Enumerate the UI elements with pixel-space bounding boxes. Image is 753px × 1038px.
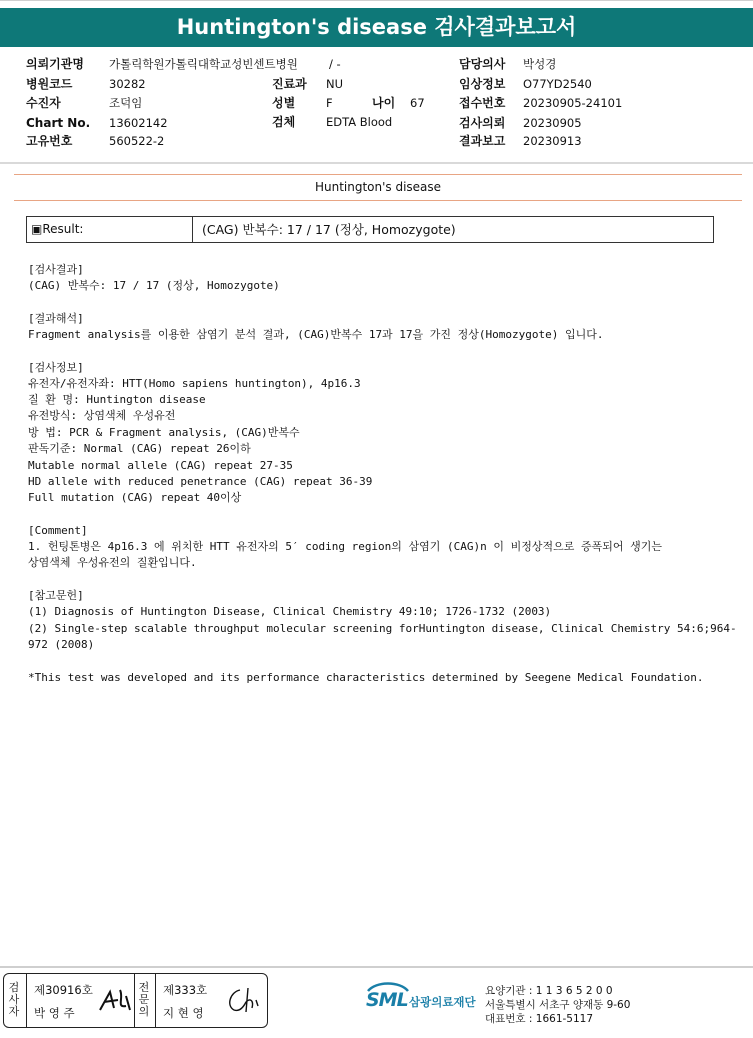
result-value: (CAG) 반복수: 17 / 17 (정상, Homozygote) — [202, 222, 456, 237]
header-label-specimen: 검체 — [272, 115, 296, 129]
signature-divider — [134, 974, 135, 1027]
header-label-sex: 성별 — [272, 96, 296, 110]
logo-mark: SML — [366, 989, 408, 1011]
header-label-requesting-institution: 의뢰기관명 — [26, 57, 84, 71]
header-label-chart-no: Chart No. — [26, 116, 91, 130]
report-line: 판독기준: Normal (CAG) repeat 26이하 — [28, 442, 251, 455]
header-value-patient: 조덕임 — [109, 96, 143, 110]
header-value-specimen: EDTA Blood — [326, 115, 393, 129]
header-value-doctor: 박성경 — [523, 57, 557, 71]
header-value-accession-no: 20230905-24101 — [523, 96, 623, 110]
report-line: 유전자/유전자좌: HTT(Homo sapiens huntington), 4p16.3 — [28, 377, 361, 390]
specialist-license-no: 제333호 — [163, 983, 208, 997]
section-divider-top — [14, 174, 742, 175]
footer-divider — [0, 966, 753, 968]
header-label-report-date: 결과보고 — [459, 134, 506, 148]
section-title: Huntington's disease — [314, 180, 442, 194]
header-label-clinical-info: 임상정보 — [459, 77, 506, 91]
header-label-accession-no: 접수번호 — [459, 96, 506, 110]
examiner-license-no: 제30916호 — [34, 983, 93, 997]
header-value-age: 67 — [410, 96, 425, 110]
header-label-hospital-code: 병원코드 — [26, 77, 73, 91]
report-line: Mutable normal allele (CAG) repeat 27-35 — [28, 459, 293, 472]
logo-text: 삼광의료재단 — [409, 995, 476, 1009]
report-line: 972 (2008) — [28, 638, 95, 651]
header-value-request-date: 20230905 — [523, 116, 582, 130]
header-value-clinical-info: O77YD2540 — [523, 77, 592, 91]
signature-box — [3, 973, 268, 1028]
header-label-request-date: 검사의뢰 — [459, 116, 506, 130]
header-value-chart-no: 13602142 — [109, 116, 168, 130]
header-value-ward: / - — [329, 57, 341, 71]
header-label-department: 진료과 — [272, 77, 307, 91]
report-line: [참고문헌] — [28, 589, 84, 602]
report-line: Full mutation (CAG) repeat 40이상 — [28, 491, 242, 504]
header-label-patient: 수진자 — [26, 96, 61, 110]
report-line: Fragment analysis를 이용한 삼염기 분석 결과, (CAG)반복수 17과 17을 가진 정상(Homozygote) 입니다. — [28, 328, 604, 341]
report-line: (CAG) 반복수: 17 / 17 (정상, Homozygote) — [28, 279, 280, 292]
report-line: 1. 헌팅톤병은 4p16.3 에 위치한 HTT 유전자의 5′ coding region의 삼염기 (CAG)n 이 비정상적으로 증폭되어 생기는 — [28, 540, 663, 553]
header-value-report-date: 20230913 — [523, 134, 582, 148]
header-label-doctor: 담당의사 — [459, 57, 506, 71]
report-line: 질 환 명: Huntington disease — [28, 393, 206, 406]
report-line: [Comment] — [28, 524, 88, 537]
header-label-age: 나이 — [372, 96, 396, 110]
report-line: [검사정보] — [28, 361, 84, 374]
header-value-hospital-code: 30282 — [109, 77, 146, 91]
footer-institution-code: 요양기관 : 1 1 3 6 5 2 0 0 — [485, 985, 613, 997]
report-line: *This test was developed and its performance characteristics determined by Seegene Medical Foundation. — [28, 671, 704, 684]
report-line: HD allele with reduced penetrance (CAG) repeat 36-39 — [28, 475, 373, 488]
signature-divider — [26, 974, 27, 1027]
result-box — [26, 216, 714, 243]
footer-phone: 대표번호 : 1661-5117 — [485, 1013, 594, 1025]
header-divider — [0, 162, 753, 164]
report-line: 상염색체 우성유전의 질환입니다. — [28, 556, 197, 569]
specialist-name: 지 현 영 — [163, 1006, 204, 1020]
specialist-signature — [224, 984, 264, 1018]
header-label-unique-id: 고유번호 — [26, 134, 73, 148]
report-line: 유전방식: 상염색체 우성유전 — [28, 409, 176, 422]
signature-divider — [155, 974, 156, 1027]
report-line: 방 법: PCR & Fragment analysis, (CAG)반복수 — [28, 426, 300, 439]
footer-address: 서울특별시 서초구 양재동 9-60 — [485, 999, 631, 1011]
examiner-signature — [96, 986, 134, 1016]
header-value-unique-id: 560522-2 — [109, 134, 165, 148]
specialist-label: 전문의 — [138, 981, 150, 1018]
header-value-requesting-institution: 가톨릭학원가톨릭대학교성빈센트병원 — [109, 57, 298, 71]
report-line: (1) Diagnosis of Huntington Disease, Clinical Chemistry 49:10; 1726-1732 (2003) — [28, 605, 552, 618]
report-line: [결과해석] — [28, 312, 84, 325]
report-title: Huntington's disease 검사결과보고서 — [0, 8, 753, 47]
examiner-name: 박 영 주 — [34, 1006, 75, 1020]
report-line: (2) Single-step scalable throughput molecular screening forHuntington disease, Clinical Chemistry 54:6;964- — [28, 622, 737, 635]
examiner-label: 검사자 — [8, 981, 20, 1018]
section-divider-bottom — [14, 200, 742, 201]
result-label: ▣Result: — [27, 217, 193, 242]
header-value-department: NU — [326, 77, 344, 91]
top-border — [0, 0, 753, 7]
report-line: [검사결과] — [28, 263, 84, 276]
header-value-sex: F — [326, 96, 333, 110]
